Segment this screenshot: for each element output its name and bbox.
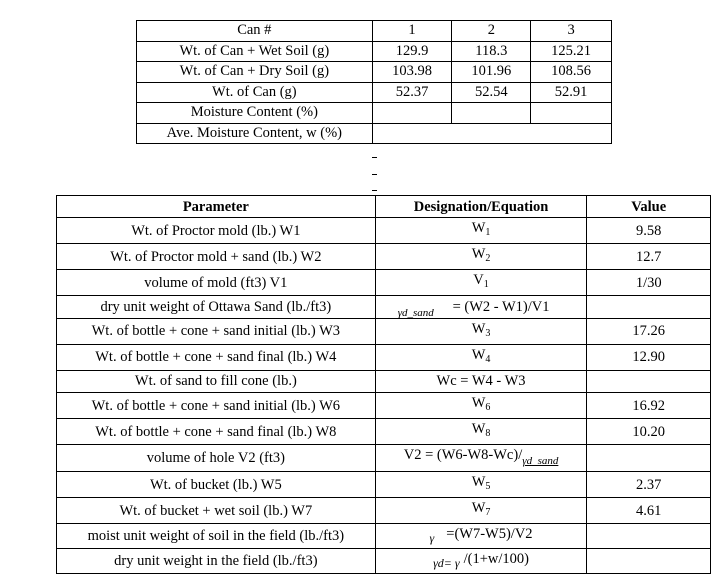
eq-symbol: W [471, 500, 486, 517]
row-label: Moisture Content (%) [137, 103, 373, 124]
divider-dash [372, 190, 377, 191]
gamma-symbol: γd_sand [522, 455, 559, 468]
row-label: Wt. of Can (g) [137, 82, 373, 103]
table-row [57, 370, 711, 392]
table-row [57, 344, 711, 370]
divider-dash [372, 157, 377, 158]
cell-value [531, 103, 612, 124]
table-row [57, 270, 711, 296]
cell-value: 129.9 [372, 41, 452, 62]
cell-value: 108.56 [531, 62, 612, 83]
can-number: 2 [452, 21, 531, 42]
parameter-cell: Wt. of sand to fill cone (lb.) [57, 370, 376, 392]
equation-cell [375, 370, 587, 392]
equation-cell [375, 419, 587, 445]
parameter-cell: dry unit weight of Ottawa Sand (lb./ft3) [57, 296, 376, 318]
gamma-symbol: γd_sand [397, 307, 434, 320]
table-row [57, 218, 711, 244]
eq-subscript: 1 [483, 279, 489, 291]
eq-symbol: W [471, 246, 486, 263]
eq-symbol: W [471, 220, 486, 237]
parameter-cell: Wt. of Proctor mold (lb.) W1 [57, 218, 376, 244]
gamma-symbol: γ [429, 531, 435, 546]
equation-text: Wc = W4 - W3 [436, 373, 526, 390]
table-row [57, 296, 711, 318]
equation-cell [375, 472, 587, 498]
sand-cone-table [56, 195, 711, 574]
table-row [137, 82, 612, 103]
value-cell [587, 370, 711, 392]
value-cell: 12.90 [587, 344, 711, 370]
can-number: 1 [372, 21, 452, 42]
parameter-cell: Wt. of bottle + cone + sand final (lb.) W4 [57, 344, 376, 370]
can-number: 3 [531, 21, 612, 42]
parameter-cell: volume of mold (ft3) V1 [57, 270, 376, 296]
eq-subscript: 1 [485, 227, 491, 239]
value-cell [587, 445, 711, 472]
eq-symbol: W [471, 421, 486, 438]
equation-text: V2 = (W6-W8-Wc)/ [403, 447, 523, 464]
average-value [372, 123, 611, 144]
table-row [57, 393, 711, 419]
parameter-cell: Wt. of Proctor mold + sand (lb.) W2 [57, 244, 376, 270]
parameter-cell: dry unit weight in the field (lb./ft3) [57, 549, 376, 574]
table-row [137, 103, 612, 124]
equation-cell [375, 270, 587, 296]
table-row [57, 318, 711, 344]
parameter-cell: Wt. of bottle + cone + sand initial (lb.) W6 [57, 393, 376, 419]
table-row [57, 472, 711, 498]
value-cell: 10.20 [587, 419, 711, 445]
equation-cell [375, 549, 587, 574]
value-cell: 12.7 [587, 244, 711, 270]
value-cell [587, 549, 711, 574]
cell-value: 103.98 [372, 62, 452, 83]
equation-cell [375, 218, 587, 244]
equation-cell [375, 524, 587, 549]
table-row [57, 419, 711, 445]
eq-subscript: 5 [485, 481, 491, 493]
can-header-label: Can # [137, 21, 373, 42]
parameter-cell: Wt. of bottle + cone + sand final (lb.) W8 [57, 419, 376, 445]
table-row [57, 524, 711, 549]
eq-subscript: 2 [485, 253, 491, 265]
divider-dash [372, 174, 377, 175]
table-row [57, 549, 711, 574]
value-cell: 16.92 [587, 393, 711, 419]
equation-cell [375, 393, 587, 419]
equation-cell [375, 344, 587, 370]
value-cell [587, 296, 711, 318]
column-header-value: Value [587, 196, 711, 218]
header-row [57, 196, 711, 218]
value-cell: 2.37 [587, 472, 711, 498]
cell-value: 118.3 [452, 41, 531, 62]
table-row [57, 498, 711, 524]
cell-value: 125.21 [531, 41, 612, 62]
can-moisture-table [136, 20, 612, 144]
eq-subscript: 6 [485, 402, 491, 414]
equation-cell [375, 445, 587, 472]
cell-value: 52.37 [372, 82, 452, 103]
gamma-symbol: γd= γ [433, 556, 460, 571]
cell-value: 52.91 [531, 82, 612, 103]
column-header-equation: Designation/Equation [375, 196, 587, 218]
table-row [57, 445, 711, 472]
cell-value: 52.54 [452, 82, 531, 103]
eq-symbol: W [471, 320, 486, 337]
value-cell: 9.58 [587, 218, 711, 244]
parameter-cell: Wt. of bucket (lb.) W5 [57, 472, 376, 498]
cell-value [452, 103, 531, 124]
equation-text: = (W2 - W1)/V1 [452, 299, 550, 316]
row-label: Wt. of Can + Wet Soil (g) [137, 41, 373, 62]
value-cell: 1/30 [587, 270, 711, 296]
average-row [137, 123, 612, 144]
eq-subscript: 3 [485, 327, 491, 339]
parameter-cell: moist unit weight of soil in the field (lb./ft3) [57, 524, 376, 549]
row-label: Ave. Moisture Content, w (%) [137, 123, 373, 144]
cell-value [372, 103, 452, 124]
parameter-cell: volume of hole V2 (ft3) [57, 445, 376, 472]
table-row [57, 244, 711, 270]
equation-cell [375, 244, 587, 270]
eq-subscript: 8 [485, 428, 491, 440]
parameter-cell: Wt. of bottle + cone + sand initial (lb.) W3 [57, 318, 376, 344]
eq-symbol: V [473, 272, 484, 289]
can-header-row [137, 21, 612, 42]
table-row [137, 62, 612, 83]
eq-symbol: W [471, 346, 486, 363]
equation-cell [375, 498, 587, 524]
row-label: Wt. of Can + Dry Soil (g) [137, 62, 373, 83]
eq-subscript: 7 [485, 507, 491, 519]
parameter-cell: Wt. of bucket + wet soil (lb.) W7 [57, 498, 376, 524]
cell-value: 101.96 [452, 62, 531, 83]
equation-text: =(W7-W5)/V2 [446, 526, 533, 543]
equation-cell [375, 296, 587, 318]
table-row [137, 41, 612, 62]
eq-symbol: W [471, 395, 486, 412]
equation-text: /(1+w/100) [463, 551, 530, 568]
value-cell: 17.26 [587, 318, 711, 344]
column-header-parameter: Parameter [57, 196, 376, 218]
eq-symbol: W [471, 474, 486, 491]
eq-subscript: 4 [485, 353, 491, 365]
value-cell [587, 524, 711, 549]
value-cell: 4.61 [587, 498, 711, 524]
